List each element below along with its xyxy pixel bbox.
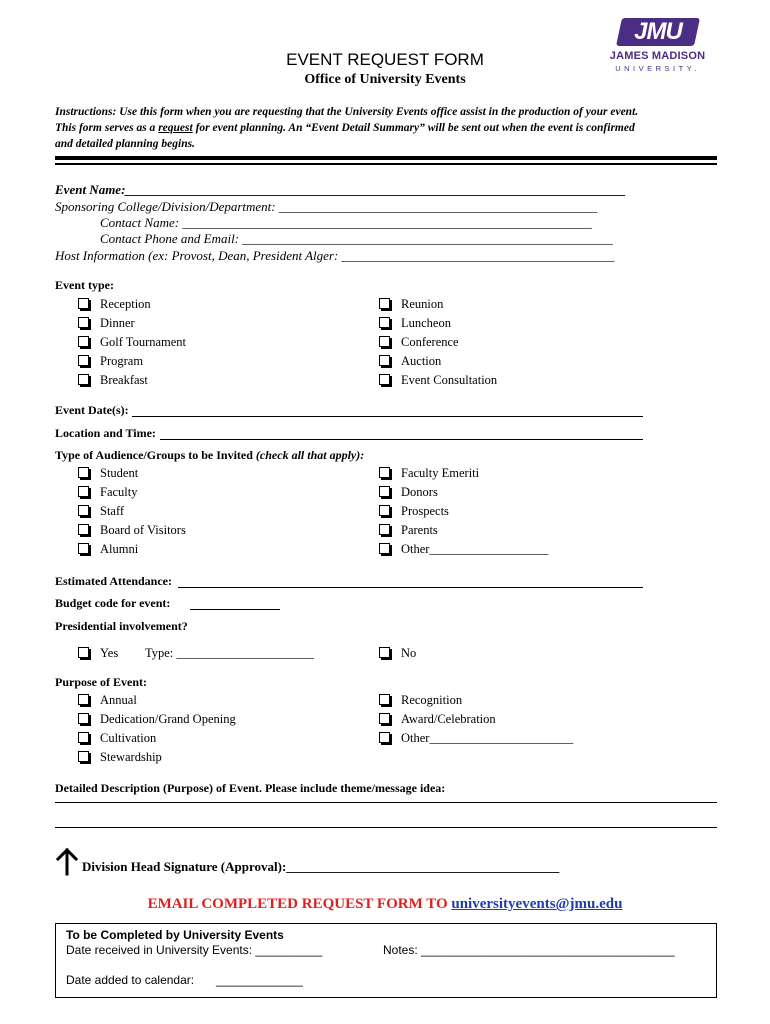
checkbox[interactable] — [379, 543, 390, 554]
event-type-label: Event type: — [55, 278, 114, 292]
event-type-left-column: Reception Dinner Golf Tournament Program Breakfast — [78, 295, 338, 395]
description-label: Detailed Description (Purpose) of Event. Please include theme/message idea: — [55, 781, 446, 795]
checkbox[interactable] — [379, 694, 390, 705]
purpose-label: Purpose of Event: — [55, 675, 147, 689]
email-instruction: EMAIL COMPLETED REQUEST FORM TO universityevents@jmu.edu — [147, 896, 623, 912]
presidential-label: Presidential involvement? — [55, 619, 188, 633]
notes-field[interactable]: Notes: ______________________________________ — [383, 943, 675, 957]
checkbox[interactable] — [78, 505, 89, 516]
location-time-line[interactable] — [160, 439, 643, 440]
checkbox[interactable] — [78, 336, 89, 347]
location-time-label: Location and Time: — [55, 426, 156, 440]
event-name-field[interactable]: Event Name:_____________________________________________________________________________ — [55, 182, 626, 197]
checkbox[interactable] — [379, 524, 390, 535]
budget-code-label: Budget code for event: — [55, 596, 171, 610]
jmu-logo-mark: JMU — [616, 18, 700, 46]
description-line-2[interactable] — [55, 827, 717, 828]
instructions: Instructions: Use this form when you are requesting that the University Events office assist in the production of your event. This form serves as a request for event planning. An “Event Detail Summary” will be sent out when the event is confirmed and detailed planning begins. — [55, 106, 639, 150]
contact-name-field[interactable]: Contact Name: _______________________________________________________________ — [100, 215, 592, 230]
checkbox[interactable] — [379, 355, 390, 366]
host-info-field[interactable]: Host Information (ex: Provost, Dean, President Alger: __________________________________________ — [55, 248, 615, 263]
date-added-field[interactable]: _____________ — [216, 973, 303, 987]
purpose-left-column: Annual Dedication/Grand Opening Cultivation Stewardship — [78, 691, 338, 771]
divider-thick — [55, 156, 717, 160]
sponsor-field[interactable]: Sponsoring College/Division/Department: _________________________________________________ — [55, 199, 598, 214]
arrow-up-icon — [55, 848, 79, 876]
checkbox[interactable] — [78, 543, 89, 554]
checkbox[interactable] — [379, 732, 390, 743]
description-line-1[interactable] — [55, 802, 717, 803]
audience-label: Type of Audience/Groups to be Invited (check all that apply): — [55, 448, 365, 462]
form-title: EVENT REQUEST FORM — [286, 50, 484, 69]
checkbox[interactable] — [78, 317, 89, 328]
checkbox[interactable] — [78, 694, 89, 705]
checkbox[interactable] — [78, 374, 89, 385]
office-use-box — [55, 923, 717, 998]
logo-line-2: UNIVERSITY. — [615, 64, 700, 73]
audience-right-column: Faculty Emeriti Donors Prospects Parents Other___________________ — [379, 464, 639, 564]
logo-line-1: JAMES MADISON — [609, 50, 706, 62]
checkbox[interactable] — [78, 355, 89, 366]
email-link[interactable]: universityevents@jmu.edu — [451, 896, 623, 912]
contact-phone-field[interactable]: Contact Phone and Email: _________________________________________________________ — [100, 231, 613, 246]
checkbox[interactable] — [379, 336, 390, 347]
checkbox[interactable] — [78, 524, 89, 535]
checkbox[interactable] — [379, 647, 390, 658]
date-received-field[interactable]: Date received in University Events: __________ — [66, 943, 323, 957]
form-subtitle: Office of University Events — [304, 72, 466, 87]
checkbox[interactable] — [78, 298, 89, 309]
date-added-label: Date added to calendar: — [66, 973, 195, 987]
divider-thin — [55, 163, 717, 165]
checkbox[interactable] — [379, 374, 390, 385]
checkbox[interactable] — [78, 751, 89, 762]
attendance-label: Estimated Attendance: — [55, 574, 172, 588]
checkbox[interactable] — [379, 713, 390, 724]
checkbox[interactable] — [78, 732, 89, 743]
checkbox[interactable] — [78, 486, 89, 497]
checkbox[interactable] — [78, 647, 89, 658]
checkbox[interactable] — [379, 467, 390, 478]
event-dates-line[interactable] — [132, 416, 643, 417]
presidential-type-field[interactable]: Type: ______________________ — [145, 646, 314, 660]
checkbox[interactable] — [78, 713, 89, 724]
signature-field[interactable]: Division Head Signature (Approval):__________________________________________ — [82, 859, 560, 874]
purpose-right-column: Recognition Award/Celebration Other_______________________ — [379, 691, 639, 751]
budget-code-line[interactable] — [190, 609, 280, 610]
event-dates-label: Event Date(s): — [55, 403, 129, 417]
checkbox[interactable] — [379, 486, 390, 497]
checkbox[interactable] — [379, 505, 390, 516]
checkbox[interactable] — [78, 467, 89, 478]
checkbox[interactable] — [379, 317, 390, 328]
audience-left-column: Student Faculty Staff Board of Visitors Alumni — [78, 464, 338, 564]
office-box-heading: To be Completed by University Events — [66, 928, 284, 942]
attendance-line[interactable] — [178, 587, 643, 588]
checkbox[interactable] — [379, 298, 390, 309]
event-type-right-column: Reunion Luncheon Conference Auction Event Consultation — [379, 295, 639, 395]
